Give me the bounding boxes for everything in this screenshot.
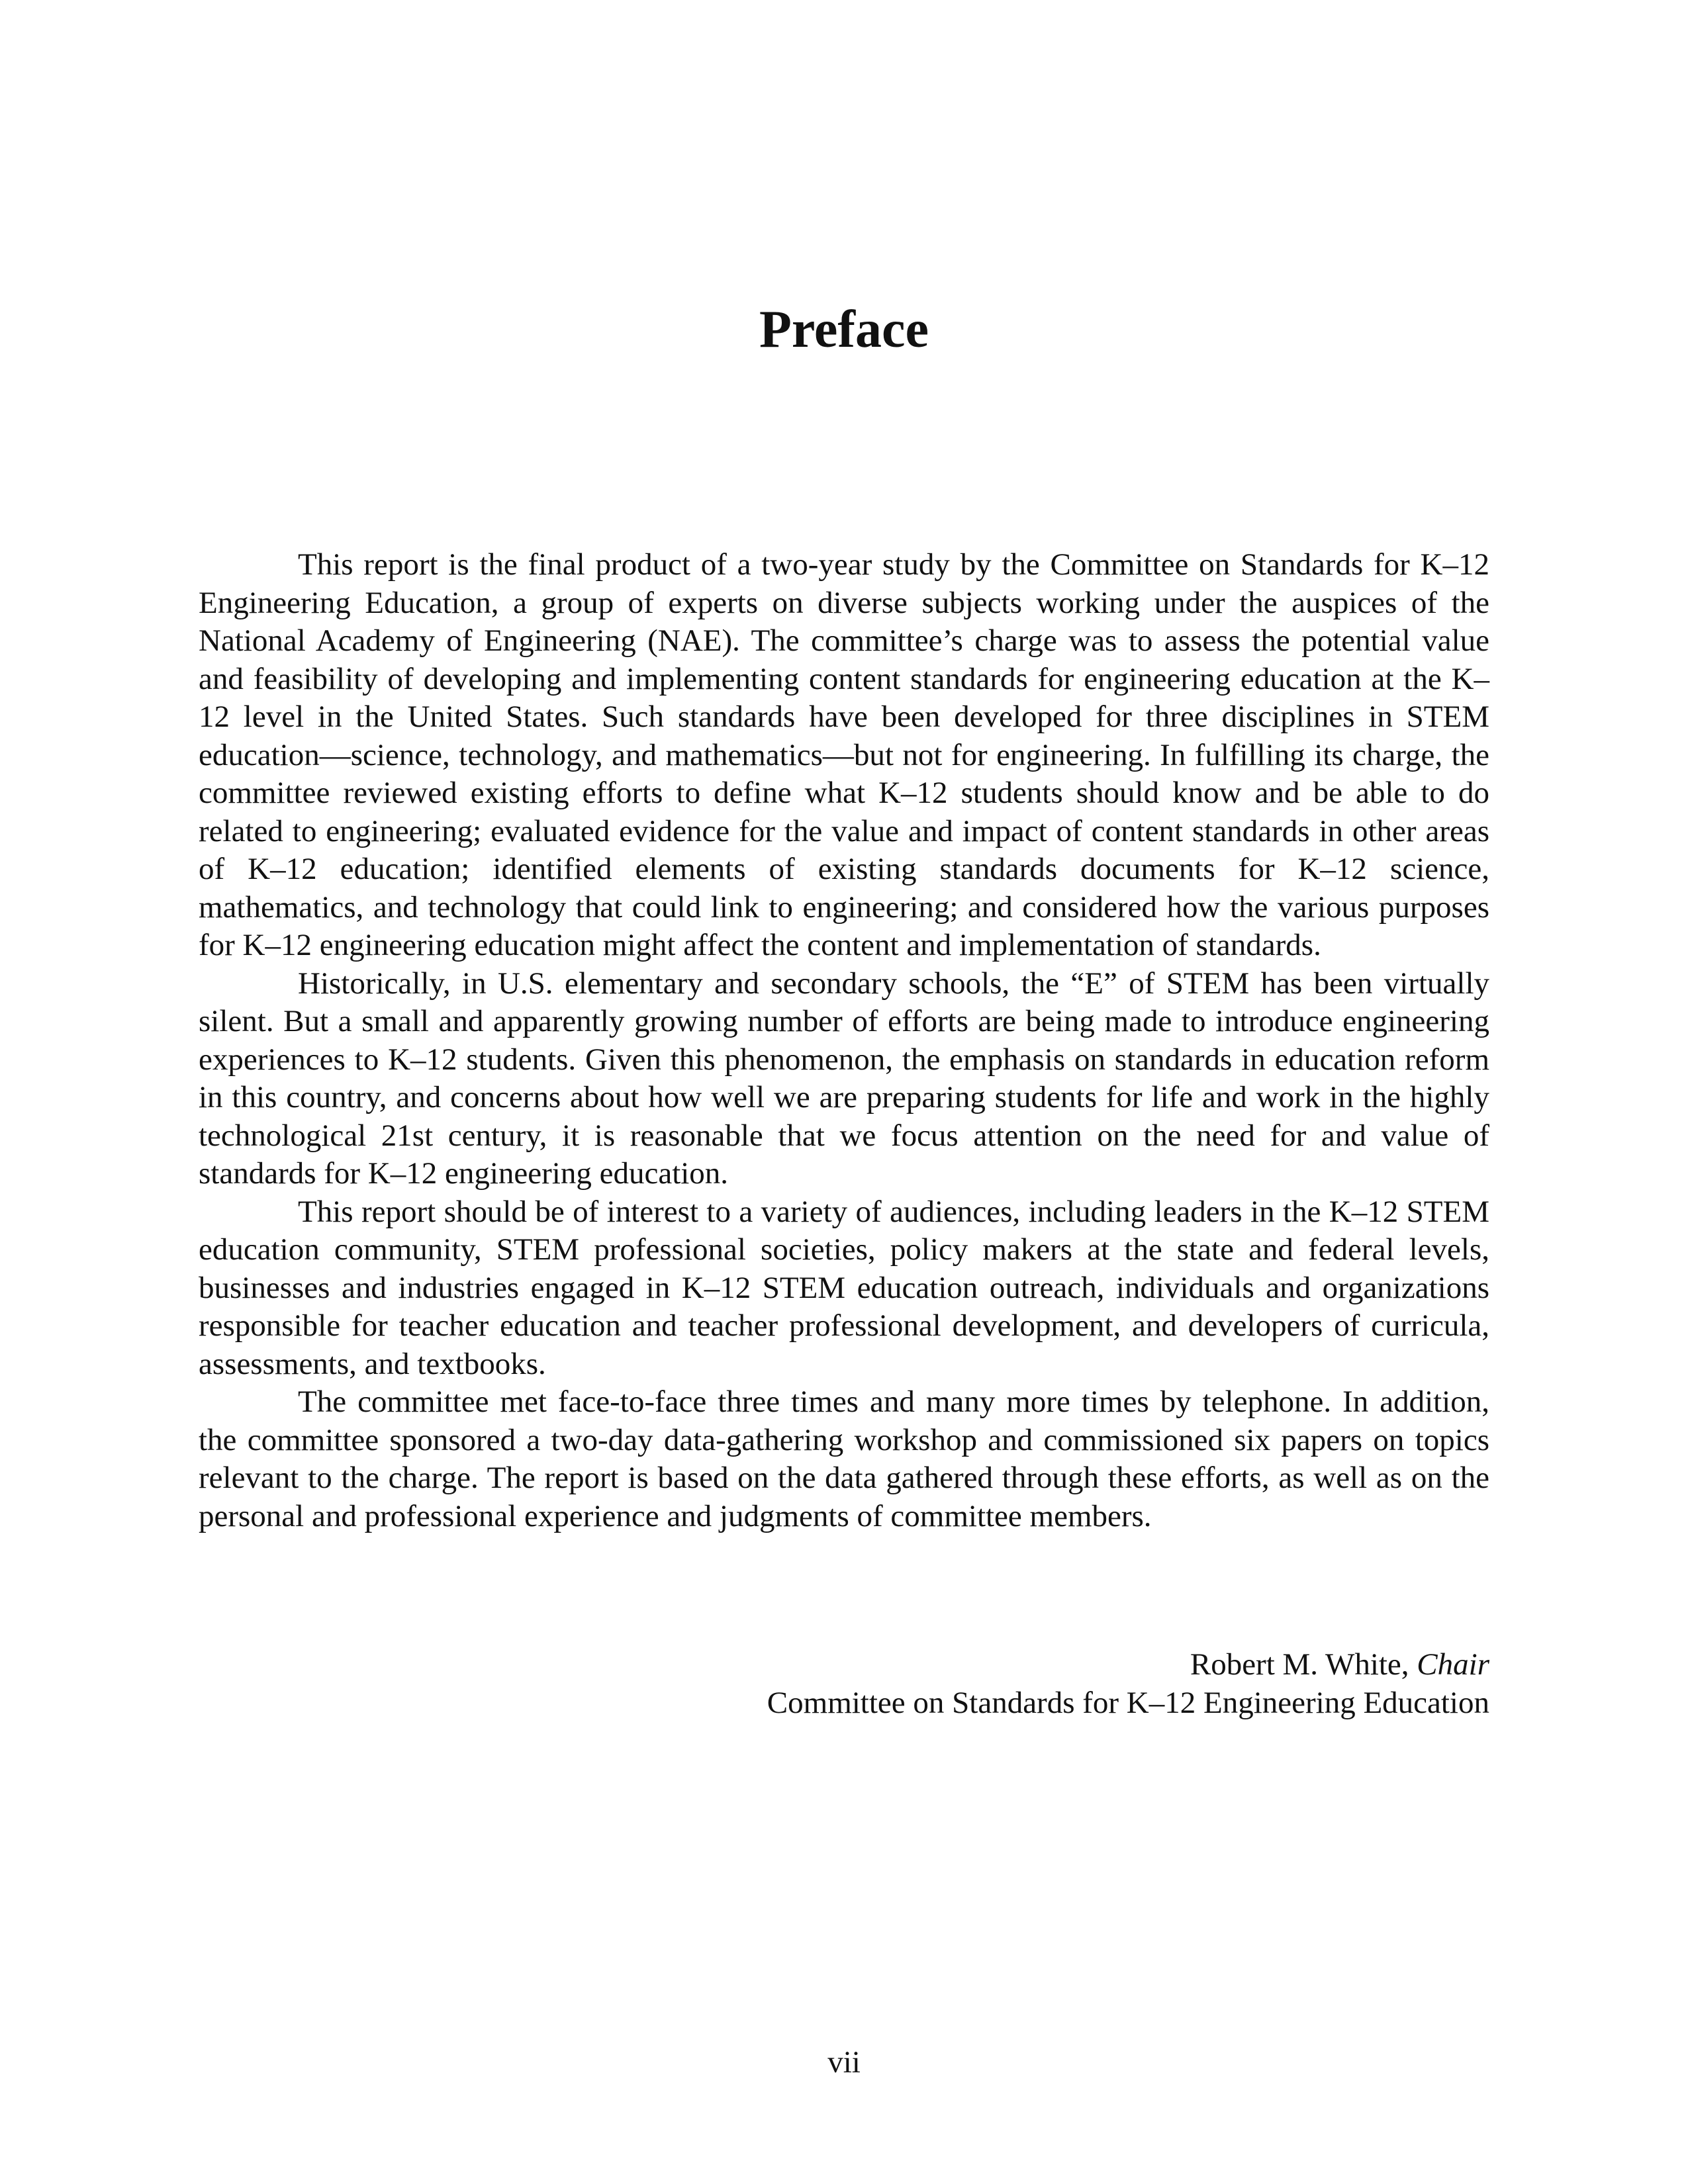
signatory-line <box>199 1646 1489 1684</box>
signature-block <box>199 1646 1489 1722</box>
paragraph-2: Historically, in U.S. elementary and secondary schools, the “E” of STEM has been virtually silent. But a small and apparently growing number of efforts are being made to introduce engineering experiences to K–12 students. Given this phenomenon, the emphasis on standards in education reform in this country, and concerns about how well we are preparing students for life and work in the highly technological 21st century, it is reasonable that we focus attention on the need for and value of standards for K–12 engineering education. <box>199 966 1489 1191</box>
signatory-role: Chair <box>1417 1647 1489 1682</box>
committee-name: Committee on Standards for K–12 Engineering Education <box>767 1685 1489 1720</box>
paragraph-4: The committee met face-to-face three times and many more times by telephone. In addition, the committee sponsored a two-day data-gathering workshop and commissioned six papers on topics relevant to the charge. The report is based on the data gathered through these efforts, as well as on the personal and professional experience and judgments of committee members. <box>199 1385 1489 1533</box>
signatory-name: Robert M. White, <box>1190 1647 1409 1682</box>
preface-body <box>199 546 1489 1535</box>
page-title: Preface <box>759 300 929 359</box>
paragraph-1: This report is the final product of a two-year study by the Committee on Standards for K–12 Engineering Education, a group of experts on diverse subjects working under the auspices of the National Academy of Engineering (NAE). The committee’s charge was to assess the potential value and feasibility of developing and implementing content standards for engineering education at the K–12 level in the United States. Such standards have been developed for three disciplines in STEM education—science, technology, and mathematics—but not for engineering. In fulfilling its charge, the committee reviewed existing efforts to define what K–12 students should know and be able to do related to engineering; evaluated evidence for the value and impact of content standards in other areas of K–12 education; identified elements of existing standards documents for K–12 science, mathematics, and technology that could link to engineering; and considered how the various purposes for K–12 engineering education might affect the content and implementation of standards. <box>199 547 1489 962</box>
paragraph-3: This report should be of interest to a variety of audiences, including leaders in the K–12 STEM education community, STEM professional societies, policy makers at the state and federal levels, businesses and industries engaged in K–12 STEM education outreach, individuals and organizations responsible for teacher education and teacher professional development, and developers of curricula, assessments, and textbooks. <box>199 1194 1489 1381</box>
page-number: vii <box>827 2045 861 2079</box>
